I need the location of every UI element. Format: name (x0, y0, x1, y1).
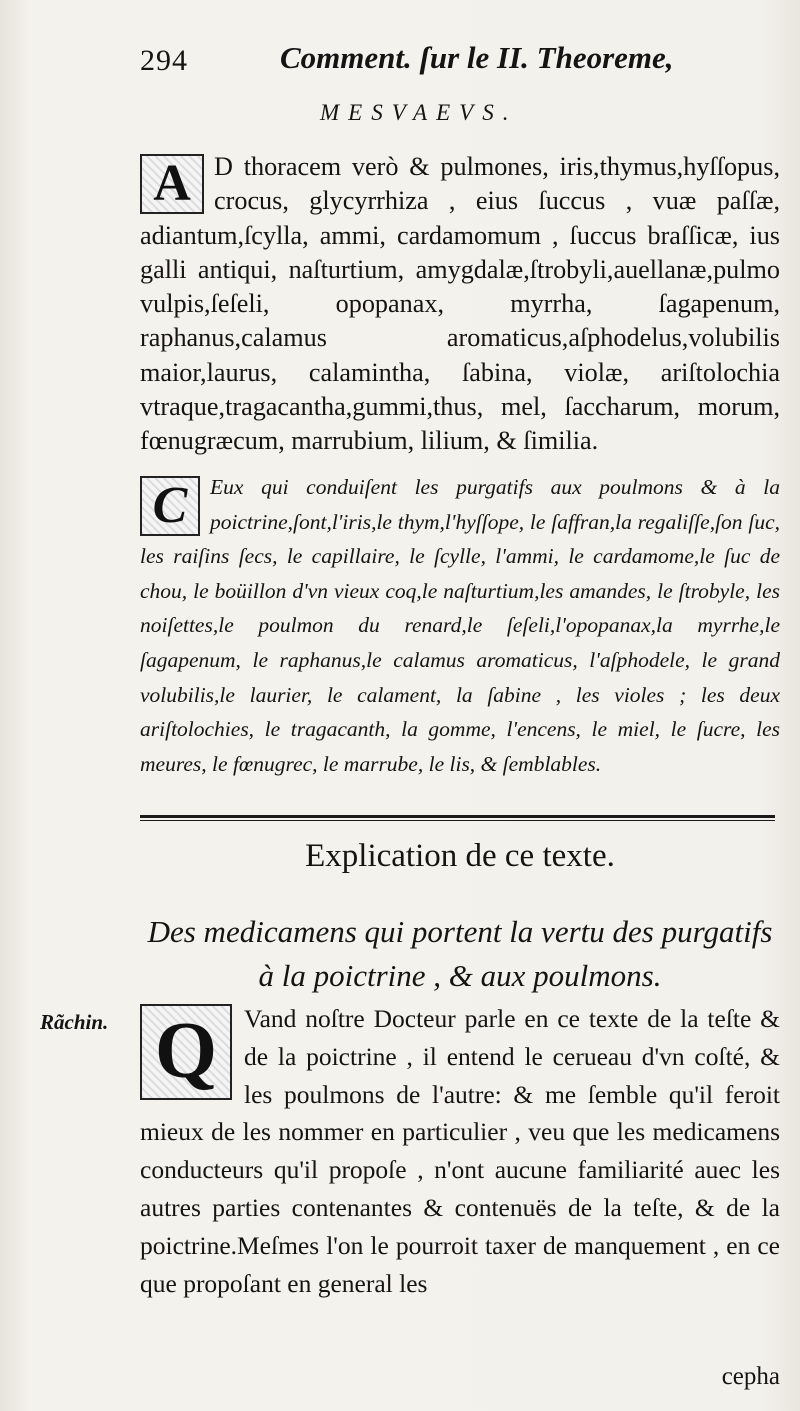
drop-cap-initial: Q (140, 1004, 232, 1100)
section-subtitle-line: à la poictrine , & aux poulmons. (258, 958, 662, 993)
section-title: Explication de ce texte. (305, 838, 615, 874)
margin-note: Rãchin. (40, 1010, 109, 1034)
page-header (140, 40, 700, 86)
drop-cap-initial: C (140, 476, 200, 536)
section-divider (140, 815, 775, 821)
section-subtitle-line: Des medicamens qui portent la vertu des purgatifs (147, 914, 773, 949)
drop-cap-initial: A (140, 154, 204, 214)
latin-text: D thoracem verò & pulmones, iris,thymus,hyſſopus, crocus, glycyrrhiza , eius ſuccus , vuæ paſſæ, adiantum,ſcylla, ammi, cardamomum , ſuccus braſſicæ, ius galli antiqui, naſturtium, amygdalæ,ſtrobyli,auellanæ,pulmo vulpis,ſeſeli, opopanax, myrrha, ſagapenum, raphanus,calamus aromaticus,aſphodelus,volubilis maior,laurus, calamintha, ſabina, violæ, ariſtolochia vtraque,tragacantha,gummi,thus, mel, ſaccharum, morum, fœnugræcum, marrubium, lilium, & ſimilia. (140, 152, 780, 456)
french-paragraph (140, 470, 780, 781)
author-heading: MESVAEVS. (320, 100, 518, 125)
french-text: Eux qui conduiſent les purgatifs aux poulmons & à la poictrine,ſont,l'iris,le thym,l'hyſſope, le ſaffran,la regaliſſe,ſon ſuc, les raiſins ſecs, le capillaire, le ſcylle, l'ammi, le cardamome,le ſuc de chou, le boüillon d'vn vieux coq,le naſturtium,les amandes, le ſtrobyle, les noiſettes,le poulmon du renard,le ſeſeli,l'opopanax,la myrrhe,le ſagapenum, le raphanus,le calamus aromaticus, l'aſphodele, le grand volubilis,le laurier, le calament, la ſabine , les violes ; les deux ariſtolochies, le tragacanth, la gomme, l'encens, le miel, le ſucre, les meures, le fœnugrec, le marrube, le lis, & ſemblables. (140, 475, 780, 776)
catchword: cepha (721, 1363, 780, 1390)
commentary-text: Vand noſtre Docteur parle en ce texte de la teſte & de la poictrine , il entend le cerueau d'vn coſté, & les poulmons de l'autre: & me ſemble qu'il feroit mieux de les nommer en particulier , veu que les medicamens conducteurs qu'il propoſe , n'ont aucune familiarité auec les autres parties contenantes & contenuës de la teſte, & de la poictrine.Meſmes l'on le pourroit taxer de manquement , en ce que propoſant en general les (140, 1004, 780, 1298)
latin-paragraph (140, 150, 780, 459)
page-number: 294 (140, 44, 188, 77)
commentary-paragraph (140, 1000, 780, 1302)
section-subtitle (140, 910, 780, 998)
running-title: Comment. ſur le II. Theoreme, (280, 40, 674, 75)
